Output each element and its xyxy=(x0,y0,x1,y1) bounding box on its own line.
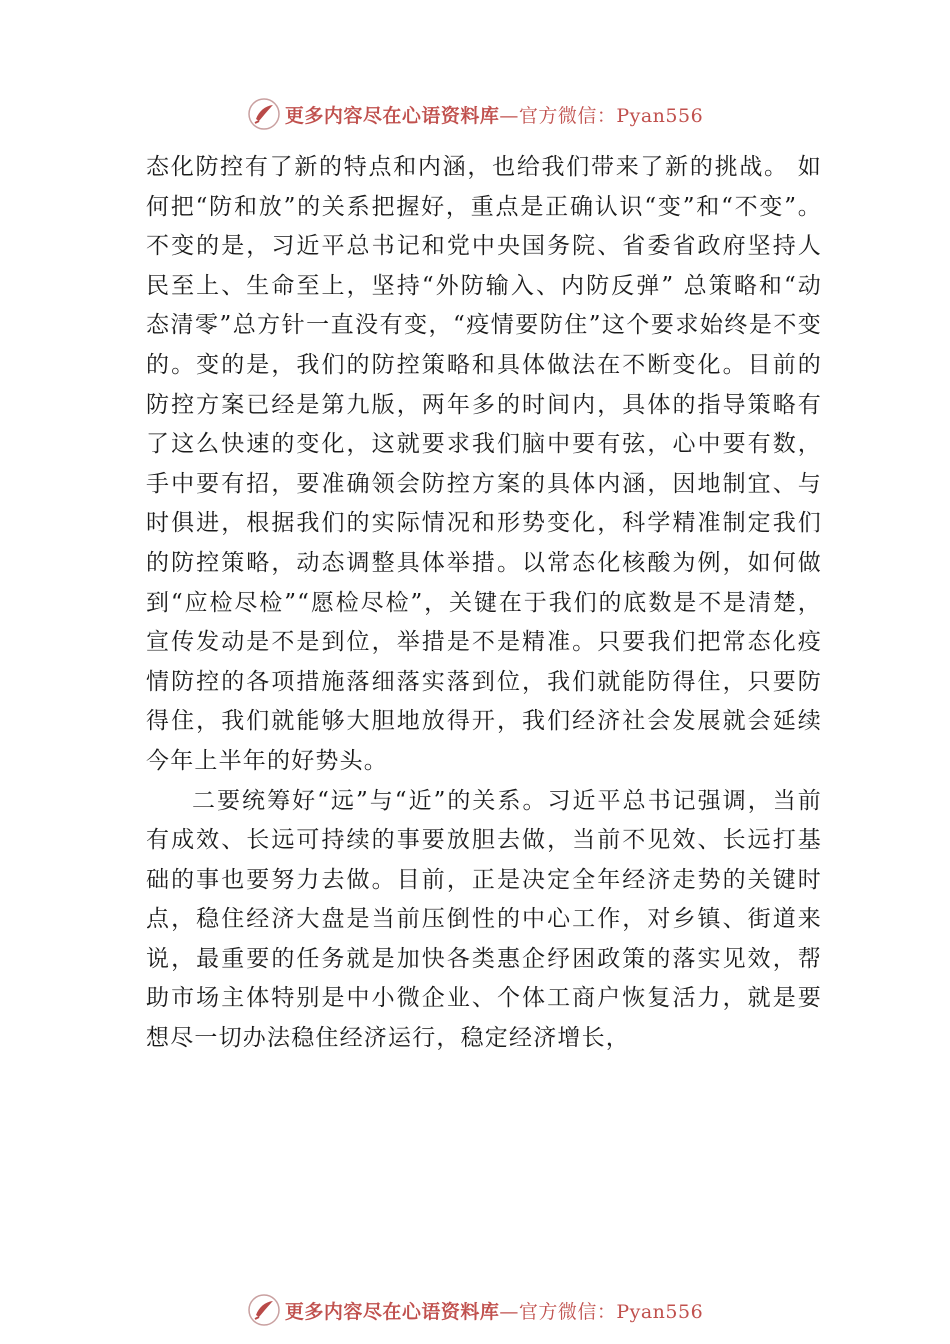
paragraph-1: 态化防控有了新的特点和内涵，也给我们带来了新的挑战。 如何把“防和放”的关系把握好，重点是正确认识“变”和“不变”。不变的是，习近平总书记和党中央国务院、省委省政府坚持人民至上、生命至上，坚持“外防输入、内防反弹” 总策略和“动态清零”总方针一直没有变，“疫情要防住”这个要求始终是不变的。变的是，我们的防控策略和具体做法在不断变化。目前的防控方案已经是第九版，两年多的时间内，具体的指导策略有了这么快速的变化，这就要求我们脑中要有弦，心中要有数，手中要有招，要准确领会防控方案的具体内涵，因地制宜、与时俱进，根据我们的实际情况和形势变化，科学精准制定我们的防控策略，动态调整具体举措。以常态化核酸为例，如何做到“应检尽检”“愿检尽检”，关键在于我们的底数是不是清楚，宣传发动是不是到位，举措是不是精准。只要我们把常态化疫情防控的各项措施落细落实落到位，我们就能防得住，只要防得住，我们就能够大胆地放得开，我们经济社会发展就会延续今年上半年的好势头。 xyxy=(146,154,822,774)
footer-banner xyxy=(0,1290,950,1330)
paragraph-2: 二要统筹好“远”与“近”的关系。习近平总书记强调，当前有成效、长远可持续的事要放胆去做，当前不见效、长远打基础的事也要努力去做。目前，正是决定全年经济走势的关键时点，稳住经济大盘是当前压倒性的中心工作，对乡镇、街道来说，最重要的任务就是加快各类惠企纾困政策的落实见效，帮助市场主体特别是中小微企业、个体工商户恢复活力，就是要想尽一切办法稳住经济运行，稳定经济增长， xyxy=(146,787,822,1052)
header-banner xyxy=(0,94,950,134)
logo-icon xyxy=(247,97,281,131)
footer-banner-text: 更多内容尽在心语资料库—官方微信：Pyan556 xyxy=(284,1300,704,1323)
document-body xyxy=(146,148,822,1059)
header-banner-text: 更多内容尽在心语资料库—官方微信：Pyan556 xyxy=(284,104,704,127)
logo-icon xyxy=(247,1293,281,1327)
